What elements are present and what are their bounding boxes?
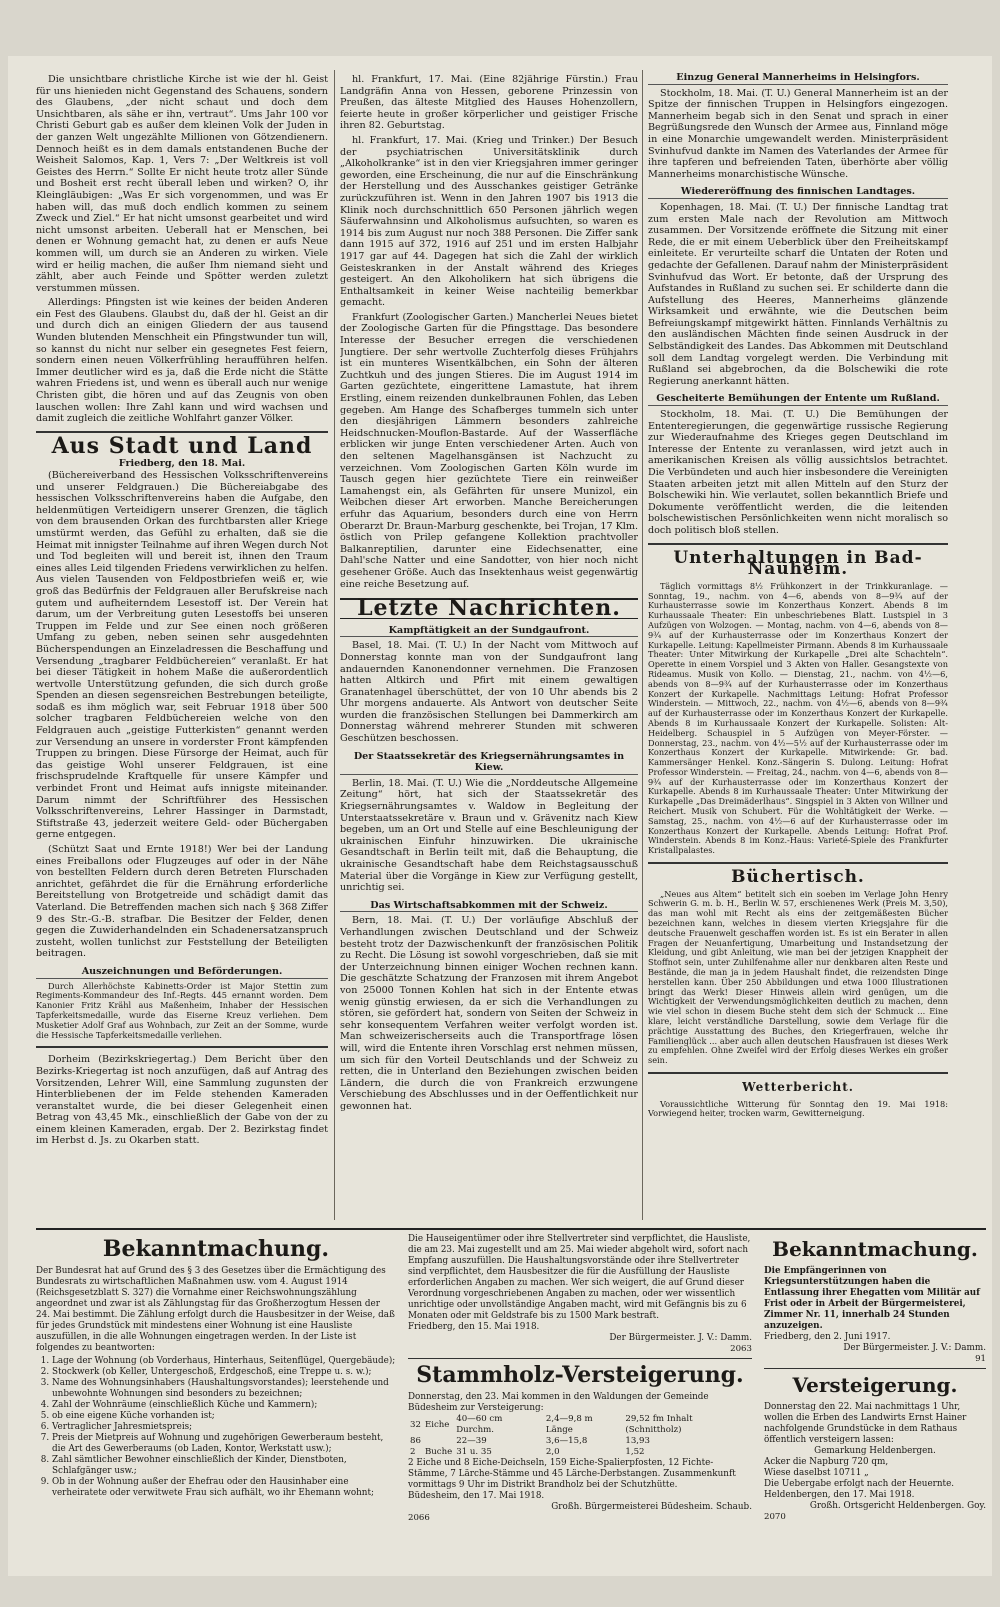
column-1 [36, 74, 328, 1224]
column-2 [340, 74, 638, 1224]
ad-title: Bekanntmachung. [102, 1236, 330, 1262]
table-row: 2 Buche 31 u. 35 2,0 1,52 [410, 1447, 645, 1457]
ad-bekanntmachung-und-versteigerung [764, 1234, 986, 1564]
ad-text: Die Uebergabe erfolgt nach der Heuernte. [764, 1479, 955, 1489]
ad-hauslisten-und-stammholz [408, 1234, 752, 1564]
section-heading-letzte-nachrichten: Letzte Nachrichten. [340, 598, 638, 619]
ad-text: Der Bundesrat hat auf Grund des § 3 des Gesetzes über die Ermächtigung des Bundesrats zu wirtschaftlichen Maßnahmen usw. vom 4. August 1914 (Reichsgesetzblatt S. 327) die Vornahme einer Reichswohnungszählung angeordnet und zwar ist als Zählungstag für das Großherzogtum Hessen der 24. Mai bestimmt. Die Zählung erfolgt durch die Hausbesitzer in der Weise, daß für jedes Grundstück mit mindestens einer Wohnung ist eine Hausliste auszufüllen, in die alle Wohnungen eingetragen werden. In der Liste ist folgendes zu beantworten: [36, 1266, 395, 1353]
list-item: 5. ob eine eigene Küche vorhanden ist; [52, 1411, 396, 1422]
section-rule [36, 1046, 328, 1048]
ad-signature-date: Friedberg, den 2. Juni 1917. [764, 1332, 891, 1342]
subheading-entente: Gescheiterte Bemühungen der Entente um Rußland. [648, 393, 948, 406]
ad-bekanntmachung-wohnungszaehlung [36, 1234, 396, 1564]
subheading-sundgaufront: Kampftätigkeit an der Sundgaufront. [340, 625, 638, 638]
subheading-mannerheim: Einzug General Mannerheims in Helsingfors. [648, 72, 948, 85]
article-paragraph: Frankfurt (Zoologischer Garten.) Mancherlei Neues bietet der Zoologische Garten für die Pfingsttage. Das besondere Interesse der Besucher erregen die verschiedenen Jungtiere. Der sehr wertvolle Zuchterfolg dieses Frühjahrs ist ein munteres Wisentkälbchen, ein Sohn der älteren Zuchtkuh und des jungen Stieres. Die im August 1914 im Garten gezüchtete, eingerittene Lamastute, hat ihrem Erstling, einem reizenden dunkelbraunen Fohlen, das Leben gegeben. Am Hange des Schafberges tummeln sich unter den diesjährigen Lämmern besonders zahlreiche Heidschnucken-Mouflon-Bastarde. Auf der Wasserfläche erblicken wir junge Enten verschiedener Arten. Auch von den seltenen Magelhansgänsen ist Nachzucht zu verzeichnen. Vom Zoologischen Garten Köln wurde im Tausch gegen hier gezüchtete Tiere ein reinweißer Lamahengst ein, als Gefährten für unsere Munizol, ein Weibchen dieser Art erworben. Manche Bereicherungen erfuhr das Aquarium, besonders durch eine von Herrn Oberarzt Dr. Braun-Marburg geschenkte, bei Trojan, 17 Klm. östlich von Prilep gefangene Kollektion prachtvoller Balkanreptilien, darunter eine Eidechsenatter, eine Dahl'sche Natter und eine Sandotter, von hier noch nicht gesehener Größe. Auch das Insektenhaus weist gegenwärtig eine reiche Besetzung auf. [340, 311, 638, 590]
table-row: 32 Eiche 40—60 cm Durchm. 2,4—9,8 m Länge 29,52 fm Inhalt (Schnittholz) [410, 1414, 693, 1435]
article-paragraph: Voraussichtliche Witterung für Sonntag den 19. Mai 1918: Vorwiegend heiter, trocken warm, Gewitterneigung. [648, 1098, 948, 1119]
article-paragraph: Dorheim (Bezirkskriegertag.) Dem Bericht über den Bezirks-Kriegertag ist noch anzufügen, daß auf Antrag des Vorsitzenden, Lehrer Will, eine Sammlung zugunsten der Hinterbliebenen der im Felde stehenden Kameraden veranstaltet wurde, die bei dieser Gelegenheit einen Betrag von 43,45 Mk., einschließlich der Gabe von der zu einem kleinen Kameraden, ergab. Der 2. Bezirkstag findet im Herbst d. Js. zu Okarben statt. [36, 1054, 328, 1147]
list-item: 6. Vertraglicher Jahresmietspreis; [52, 1422, 396, 1433]
article-paragraph: Stockholm, 18. Mai. (T. U.) General Mannerheim ist an der Spitze der finnischen Truppen in Helsingfors eingezogen. Mannerheim begab sich in den Senat und sprach in einer Begrüßungsrede den Wunsch der Armee aus, Finnland möge in eine Monarchie umgewandelt werden. Ministerpräsident Svinhufvud dankte im Namen des Vaterlandes der Armee für ihre tapferen und befreienden Taten, überhörte aber völlig Mannerheims monarchistische Wünsche. [648, 87, 948, 180]
article-paragraph: (Schützt Saat und Ernte 1918!) Wer bei der Landung eines Freiballons oder Flugzeuges auf oder in der Nähe von bestellten Feldern durch deren Betreten Flurschaden anrichtet, gefährdet die für die Ernährung erforderliche Bereitstellung von Brotgetreide und schädigt damit das Vaterland. Die Betreffenden machen sich nach § 368 Ziffer 9 des Str.-G.-B. strafbar. Die Besitzer der Felder, denen gegen die Zuwiderhandelnden ein Schadenersatzanspruch zusteht, wollen tunlichst zur Feststellung der Beteiligten beitragen. [36, 844, 328, 960]
ad-text: Donnerstag, den 23. Mai kommen in den Waldungen der Gemeinde Büdesheim zur Versteigerung: [408, 1392, 709, 1413]
section-rule [648, 862, 948, 864]
article-paragraph: Allerdings: Pfingsten ist wie keines der beiden Anderen ein Fest des Glaubens. Glaubst du, daß der hl. Geist an dir und durch dich an einigen Gliedern der aus tausend Wunden blutenden Menschheit ein Pfingstwunder tun will, so kannst du nicht nur selber ein gesegnetes Fest feiern, sondern einen neuen Völkerfrühling heraufführen helfen. Immer deutlicher wird es ja, daß die Erde nicht die Stätte wahren Friedens ist, und wenn es überall auch nur wenige Christen gibt, die hören und auf das Zeugnis von oben lauschen wollen: Ihre Zahl kann und wird wachsen und damit zugleich die zeitliche Wohlfahrt ganzer Völker. [36, 297, 328, 425]
ad-text: Die Empfängerinnen von Kriegsunterstützungen haben die Entlassung ihrer Ehegatten vom Militär auf Frist oder in Arbeit der Bürgermeisterei, Zimmer Nr. 11, innerhalb 24 Stunden anzuzeigen. [764, 1266, 980, 1331]
subheading-auszeichnungen: Auszeichnungen und Beförderungen. [36, 966, 328, 979]
ad-number: 2066 [408, 1513, 430, 1523]
list-item: 7. Preis der Mietpreis auf Wohnung und zugehörigen Gewerberaum besteht, die Art des Gewerberaums (ob Laden, Kontor, Werkstatt usw.); [52, 1433, 396, 1455]
ad-signature: Großh. Bürgermeisterei Büdesheim. Schaub. [551, 1502, 752, 1512]
column-divider [334, 70, 335, 1220]
section-heading-buechertisch: Büchertisch. [731, 867, 865, 888]
section-rule [648, 543, 948, 545]
section-heading-wetterbericht: Wetterbericht. [742, 1080, 854, 1094]
article-paragraph: Die unsichtbare christliche Kirche ist wie der hl. Geist für uns hienieden nicht Gegenstand des Schauens, sondern des Glaubens, „der nicht schaut und doch dem Unsichtbaren, als sähe er ihn, vertraut“. Ums Jahr 100 vor Christi Geburt gab es außer dem kleinen Volk der Juden in der ganzen Welt ungezählte Millionen von Götzendienern. Dennoch heißt es in dem damals entstandenen Buche der Weisheit Salomos, Kap. 1, Vers 7: „Der Weltkreis ist voll Geistes des Herrn.“ Sollte Er nicht heute trotz aller Sünde und Bosheit erst recht überall leben und wirken? O, ihr Kleingläubigen: „Was Er sich vorgenommen, und was Er haben will, das muß doch endlich kommen zu seinem Zweck und Ziel.“ Er hat nicht umsonst gearbeitet und wird nicht umsonst arbeiten. Ueberall hat er Menschen, bei denen er Wohnung gemacht hat, zu denen er aufs Neue kommen will, um durch sie an Anderen zu wirken. Viele wird er heilig machen, die außer Ihm niemand sieht und zählt, aber auch Feinde und Spötter werden zuletzt verstummen müssen. [36, 74, 328, 294]
ad-number: 91 [975, 1354, 986, 1364]
ad-title: Stammholz-Versteigerung. [416, 1362, 744, 1388]
article-paragraph: Berlin, 18. Mai. (T. U.) Wie die „Norddeutsche Allgemeine Zeitung“ hört, hat sich der Staatssekretär des Kriegsernährungsamtes v. Waldow in Begleitung der Unterstaatssekretäre v. Braun und v. Grävenitz nach Kiew begeben, um an Ort und Stelle auf eine Beschleunigung der ukrainischen Einfuhr hinzuwirken. Die ukrainische Gesandtschaft in Berlin teilt mit, daß die Behauptung, die ukrainische Gesandtschaft habe dem Reichstagsausschuß Material über die Vorgänge in Kiew zur Verfügung gestellt, unrichtig sei. [340, 777, 638, 894]
subheading-kiew: Der Staatssekretär des Kriegsernährungsamtes in Kiew. [340, 751, 638, 775]
article-paragraph: Durch Allerhöchste Kabinetts-Order ist Major Stettin zum Regiments-Kommandeur des Inf.-Regts. 445 ernannt worden. Dem Kanonier Fritz Krähl aus Maßenheim, Inhaber der Hessischen Tapferkeitsmedaille, wurde das Eiserne Kreuz verliehen. Dem Musketier Adolf Graf aus Wohnbach, zur Zeit an der Somme, wurde die Hessische Tapferkeitsmedaille verliehen. [36, 980, 328, 1040]
ad-signature-date: Friedberg, den 15. Mai 1918. [408, 1322, 540, 1332]
timber-table [408, 1414, 752, 1458]
ad-signature-date: Heldenbergen, den 17. Mai 1918. [764, 1490, 915, 1500]
dateline: Friedberg, den 18. Mai. [118, 458, 246, 470]
section-heading-unterhaltungen: Unterhaltungen in Bad-Nauheim. [673, 547, 923, 580]
newspaper-page [8, 56, 992, 1576]
article-paragraph: (Büchereiverband des Hessischen Volksschriftenvereins und unserer Feldgrauen.) Die Büchereiabgabe des hessischen Volksschriftenvereins haben die Aufgabe, den heldenmütigen Verteidigern unserer Grenzen, die täglich von dem brausenden Orkan des furchtbarsten aller Kriege umstürmt werden, das Gefühl zu erhalten, daß sie die Heimat mit innigster Teilnahme auf ihren Wegen durch Not und Tod begleiten will und bereit ist, ihnen den Traum eines alles Leid tilgenden Friedens verwirklichen zu helfen. Aus vielen Tausenden von Feldpostbriefen weiß er, wie groß das Bedürfnis der Feldgrauen aller Berufskreise nach gutem und aufheiterndem Lesestoff ist. Der Verein hat darum, um der Verbreitung guten Lesestoffs bei unseren Truppen im Felde und zur See einen noch größeren Umfang zu geben, neben seinen sehr ausgedehnten Bücherspendungen an Einzeladressen die Beschaffung und Versendung „tragbarer Feldbüchereien“ veranlaßt. Er hat bei dieser Tätigkeit in hohem Maße die außerordentlich wertvolle Unterstützung gefunden, die sich durch große Spenden an diesen segensreichen Bestrebungen beteiligte, sodaß es ihm möglich war, seit Februar 1918 über 500 solcher tragbaren Feldbüchereien welche von den Feldgrauen auch „geistige Futterkisten“ genannt werden zur Versendung an unsere in vorderster Front kämpfenden Truppen zu bringen. Diese Fürsorge der Heimat, auch für das geistige Wohl unserer Feldgrauen, ist eine frischsprudelnde Kraftquelle für unsere Kämpfer und verbindet Front und Heimat aufs innigste miteinander. Darum nimmt der Schriftführer des Hessischen Volksschriftenvereins, Lehrer Hassinger in Darmstadt, Stiftstraße 43, jederzeit weitere Geld- oder Büchergaben gerne entgegen. [36, 470, 328, 841]
ad-list [36, 1356, 396, 1499]
section-rule [648, 1072, 948, 1074]
list-item: 8. Zahl sämtlicher Bewohner einschließlich der Kinder, Dienstboten, Schlafgänger usw.; [52, 1455, 396, 1477]
ad-signature: Der Bürgermeister. J. V.: Damm. [843, 1343, 986, 1353]
ad-title: Versteigerung. [792, 1373, 958, 1397]
list-item: 1. Lage der Wohnung (ob Vorderhaus, Hinterhaus, Seitenflügel, Quergebäude); [52, 1356, 396, 1367]
column-divider [642, 70, 643, 1220]
subheading-schweiz: Das Wirtschaftsabkommen mit der Schweiz. [340, 900, 638, 913]
list-item: 9. Ob in der Wohnung außer der Ehefrau oder den Hausinhaber eine verheiratete oder verwitwete Frau sich aufhält, wo ihr Ehemann wohnt; [52, 1477, 396, 1499]
ad-number: 2070 [764, 1512, 786, 1522]
ad-title: Bekanntmachung. [772, 1237, 978, 1261]
list-item: 2. Stockwerk (ob Keller, Untergeschoß, Erdgeschoß, eine Treppe u. s. w.); [52, 1367, 396, 1378]
table-row: 86 22—39 3,6—15,8 13,93 [410, 1436, 650, 1446]
section-heading-stadt-und-land: Aus Stadt und Land [51, 432, 313, 459]
ad-signature-date: Büdesheim, den 17. Mai 1918. [408, 1491, 545, 1501]
ad-signature: Der Bürgermeister. J. V.: Damm. [609, 1333, 752, 1343]
article-paragraph: Bern, 18. Mai. (T. U.) Der vorläufige Abschluß der Verhandlungen zwischen Deutschland und der Schweiz besteht trotz der Dazwischenkunft der französischen Politik zu Recht. Die Lösung ist sowohl vorgeschrieben, daß sie mit der Unterzeichnung binnen einiger Wochen rechnen kann. Die geschätzte Schatzung der Franzosen mit ihrem Angebot von 25000 Tonnen Kohlen hat sich in der Entente etwas wenig günstig erwiesen, da er sich die Verhandlungen zu stören, sie gefördert hat, sondern von Seiten der Schweiz in sehr konsequentem Verfahren weiter verfolgt worden ist. Man schweizerischerseits auch die Transportfrage lösen will, wird die Entente ihren Vorschlag erst nehmen müssen, um sich für den Vorteil Deutschlands und der Schweiz zu retten, die in Unterland den Beziehungen zwischen beiden Ländern, die durch die von Frankreich erzwungene Verschiebung des Abschlusses und in der Oeffentlichkeit nur gewonnen hat. [340, 915, 638, 1112]
article-paragraph: hl. Frankfurt, 17. Mai. (Eine 82jährige Fürstin.) Frau Landgräfin Anna von Hessen, geborene Prinzessin von Preußen, das älteste Mitglied des Hauses Hohenzollern, feierte heute in großer körperlicher und geistiger Frische ihren 82. Geburtstag. [340, 74, 638, 132]
article-paragraph: Basel, 18. Mai. (T. U.) In der Nacht vom Mittwoch auf Donnerstag konnte man von der Sundgaufront lang andauernden Kanonendonner vernehmen. Die Franzosen hatten Altkirch und Pfirt mit einem gewaltigen Granatenhagel überschüttet, der von 10 Uhr abends bis 2 Uhr morgens andauerte. Als Antwort von deutscher Seite wurden die französischen Stellungen bei Dammerkirch am Donnerstag während mehrerer Stunden mit schweren Geschützen beschossen. [340, 640, 638, 745]
list-item: 4. Zahl der Wohnräume (einschließlich Küche und Kammern); [52, 1400, 396, 1411]
column-3 [648, 66, 948, 1266]
list-item: 3. Name des Wohnungsinhabers (Haushaltungsvorstandes); leerstehende und unbewohnte Wohnungen sind besonders zu bezeichnen; [52, 1378, 396, 1400]
ad-text: Gemarkung Heldenbergen. [814, 1446, 936, 1456]
ad-signature: Großh. Ortsgericht Heldenbergen. Goy. [809, 1501, 986, 1511]
subheading-landtag: Wiedereröffnung des finnischen Landtages. [648, 186, 948, 199]
article-paragraph: „Neues aus Altem“ betitelt sich ein soeben im Verlage John Henry Schwerin G. m. b. H., Berlin W. 57, erschienenes Werk (Preis M. 3,50), das man wohl mit Recht als eins der zeitgemäßesten Bücher bezeichnen kann, welches in diesem vierten Kriegsjahre für die deutsche Frauenwelt geschaffen worden ist. Es ist ein Berater in allen Fragen der Neuanfertigung, Umarbeitung und Instandsetzung der Kleidung, und gibt Anleitung, wie man bei der jetzigen Knappheit der Stoffnot sein, unter Zuhilfenahme aller nur denkbaren alten Reste und Bestände, die man ja in jedem Haushalt findet, die reizendsten Dinge herstellen kann. Über 250 Abbildungen und etwa 1000 Illustrationen bringt das Werk! Dieser Hinweis allein wird genügen, um die Wichtigkeit der Verwendungsmöglichkeiten deutlich zu machen, denn wie viel schon in diesem Buche steht dem sich der Schmuck ... Eine klare, leicht verständliche Darstellung, sowie dem Verlage für die prächtige Ausstattung des Buches, den Kriegerfrauen, welche ihr Familienglück ... aber auch allen deutschen Hausfrauen ist dieses Werk zu empfehlen. Ohne Zweifel wird der Erfolg dieses Werkes ein großer sein. [648, 888, 948, 1066]
article-paragraph: Stockholm, 18. Mai. (T. U.) Die Bemühungen der Ententeregierungen, die gegenwärtige russische Regierung zur Wiederaufnahme des Krieges gegen Deutschland im Interesse der Entente zu veranlassen, wird jetzt auch in amerikanischen Kreisen als völlig aussichtslos betrachtet. Die Verbündeten und auch hier insbesondere die Vereinigten Staaten arbeiten jetzt mit allen Mitteln auf den Sturz der Bolschewiki hin. Wie verlautet, sollen bekanntlich Briefe und Dokumente veröffentlicht werden, die die leitenden bolschewistischen Persönlichkeiten wenn nicht moralisch so doch politisch bloß stellen. [648, 409, 948, 536]
ad-text: 2 Eiche und 8 Eiche-Deichseln, 159 Eiche-Spalierpfosten, 12 Fichte-Stämme, 7 Lärche-Stämme und 45 Lärche-Derbstangen. Zusammenkunft vormittags 9 Uhr im Distrikt Brandholz bei der Schutzhütte. [408, 1458, 736, 1490]
ad-number: 2063 [730, 1344, 752, 1354]
article-paragraph: hl. Frankfurt, 17. Mai. (Krieg und Trinker.) Der Besuch der psychiatrischen Universitätsklinik durch „Alkoholkranke“ ist in den vier Kriegsjahren immer geringer geworden, eine Erscheinung, die nur auf die Einschränkung der Herstellung und des Ausschankes geistiger Getränke zurückzuführen ist. Wenn in den Jahren 1907 bis 1913 die Klinik noch durchschnittlich 650 Personen jährlich wegen Säuferwahnsinn und Alkoholismus aufsuchten, so waren es 1914 bis zum August nur noch 388 Personen. Die Ziffer sank dann 1915 auf 372, 1916 auf 251 und im ersten Halbjahr 1917 gar auf 44. Dagegen hat sich die Zahl der wirklich Geisteskranken in der Anstalt während des Krieges gesteigert. An den Alkoholikern hat sich übrigens die Enthaltsamkeit in keiner Weise nachteilig bemerkbar gemacht. [340, 134, 638, 309]
article-paragraph: Kopenhagen, 18. Mai. (T. U.) Der finnische Landtag trat zum ersten Male nach der Revolution am Mittwoch zusammen. Der Vorsitzende eröffnete die Sitzung mit einer Rede, die er mit einem Ueberblick über den Freiheitskampf einleitete. Er verurteilte scharf die Untaten der Roten und gedachte der Gefallenen. Darauf nahm der Ministerpräsident Svinhufvud das Wort. Er betonte, daß der Ursprung des Aufstandes in Rußland zu suchen sei. Er schilderte dann die Aufstellung des Heeres, Mannerheims glänzende Wirksamkeit und erwähnte, wie die Deutschen beim Befreiungskampf mitgewirkt hätten. Finnlands Verhältnis zu den ausländischen Mächten finde seinen Ausdruck in der Selbständigkeit des Landes. Das Abkommen mit Deutschland soll dem Landtag vorgelegt werden. Die Verbindung mit Rußland sei abgebrochen, da die Bolschewiki die rote Regierung anerkannt hätten. [648, 201, 948, 387]
ad-text: Donnerstag den 22. Mai nachmittags 1 Uhr, wollen die Erben des Landwirts Ernst Hainer nachfolgende Grundstücke in dem Rathaus öffentlich versteigern lassen: [764, 1402, 967, 1445]
advertisement-section [36, 1228, 986, 1570]
ad-line: Acker die Napburg 720 qm, [764, 1457, 889, 1467]
ad-line: Wiese daselbst 10711 „ [764, 1468, 869, 1478]
ad-text: Die Hauseigentümer oder ihre Stellvertreter sind verpflichtet, die Hausliste, die am 23. Mai zugestellt und am 25. Mai wieder abgeholt wird, sofort nach Empfang auszufüllen. Die Haushaltungsvorstände oder ihre Stellvertreter sind verpflichtet, dem Hausbesitzer die für die Ausfüllung der Hausliste erforderlichen Angaben zu machen. Wer sich weigert, die auf Grund dieser Verordnung vorgeschriebenen Angaben zu machen, oder wer wissentlich unrichtige oder unvollständige Angaben macht, wird mit Gefängnis bis zu 6 Monaten oder mit Geldstrafe bis zu 1500 Mark bestraft. [408, 1234, 751, 1321]
article-paragraph: Täglich vormittags 8½ Frühkonzert in der Trinkkuranlage. — Sonntag, 19., nachm. von 4—6, abends von 8—9¾ auf der Kurhausterrasse sowie im Konzerthaus Konzert. Abends 8 im Kurhaussaale Theater: Ein unbeschriebenes Blatt. Lustspiel in 3 Aufzügen von Wolzogen. — Montag, nachm. von 4—6, abends von 8—9¾ auf der Kurhausterrasse oder im Konzerthaus Konzert der Kurkapelle. Leitung: Kapellmeister Pirmann. Abends 8 im Kurhaussaale Theater: Unter Mitwirkung der Kurkapelle „Drei alte Schachteln“. Operette in einem Vorspiel und 3 Akten von Haller. Gesangstexte von Rideamus. Musik von Kollo. — Dienstag, 21., nachm. von 4½—6, abends von 8—9¾ auf der Kurhausterrasse oder im Konzerthaus Konzert der Kurkapelle. Nachmittags Leitung: Hofrat Professor Winderstein. — Mittwoch, 22., nachm. von 4½—6, abends von 8—9¾ auf der Kurhausterrasse oder im Konzerthaus Konzert der Kurkapelle. Abends 8 im Kurhaussaale Konzert der Kurkapelle. Solisten: Alt-Heidelberg. Schauspiel in 5 Aufzügen von Meyer-Förster. — Donnerstag, 23., nachm. von 4½—5½ auf der Kurhausterrasse oder im Konzerthaus Konzert der Kurkapelle. Mitwirkende: Gr. bad. Kammersänger Henkel. Konz.-Sängerin S. Dulong. Leitung: Hofrat Professor Winderstein. — Freitag, 24., nachm. von 4—6, abends von 8—9¾ auf der Kurhausterrasse oder im Konzerthaus Konzert der Kurkapelle. Abends 8 im Kurhaussaale Theater: Unter Mitwirkung der Kurkapelle „Das Dreimäderlhaus“. Singspiel in 3 Akten von Willner und Reichert. Musik von Schubert. Für die Wohltätigkeit der Werke. — Samstag, 25., nachm. von 4½—6 auf der Kurhausterrasse oder im Konzerthaus Konzert der Kurkapelle. Abends Leitung: Hofrat Prof. Winderstein. Abends 8 im Konz.-Haus: Varieté-Spiele des Frankfurter Kristallpalastes. [648, 580, 948, 856]
